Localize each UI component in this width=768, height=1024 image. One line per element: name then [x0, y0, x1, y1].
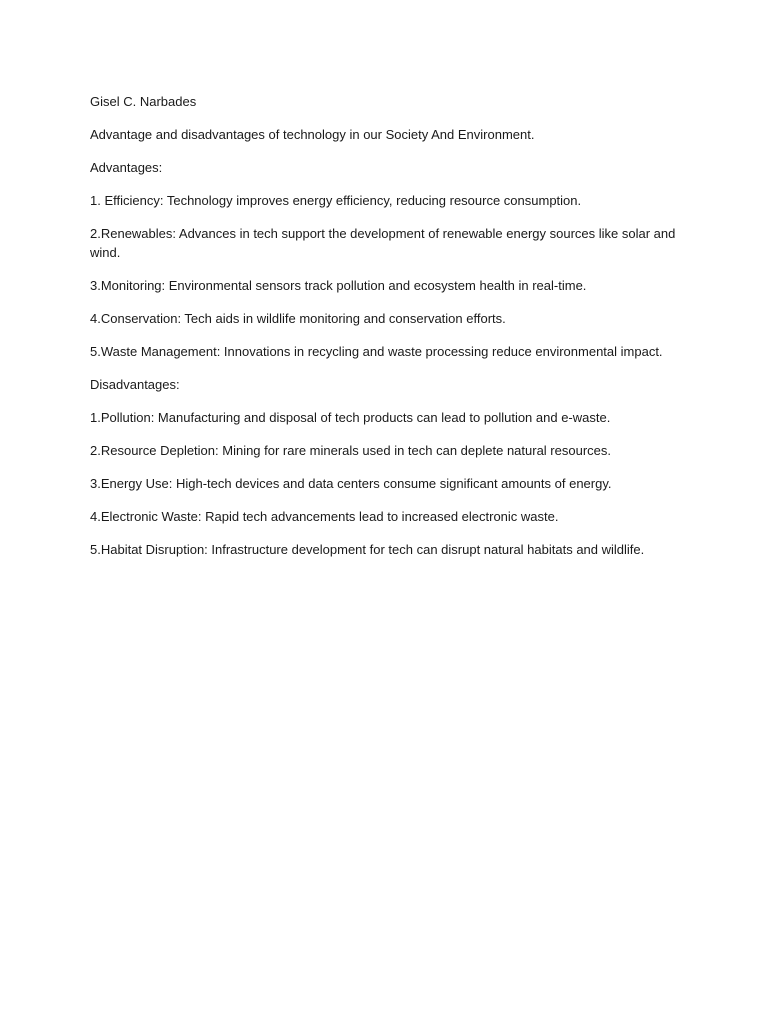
disadvantage-item: 2.Resource Depletion: Mining for rare minerals used in tech can deplete natural resources. [90, 443, 611, 458]
advantage-item: 4.Conservation: Tech aids in wildlife monitoring and conservation efforts. [90, 311, 506, 326]
disadvantage-item: 4.Electronic Waste: Rapid tech advancements lead to increased electronic waste. [90, 509, 559, 524]
disadvantage-item: 3.Energy Use: High-tech devices and data centers consume significant amounts of energy. [90, 476, 612, 491]
advantage-item: 3.Monitoring: Environmental sensors track pollution and ecosystem health in real-time. [90, 278, 587, 293]
advantage-item: 5.Waste Management: Innovations in recycling and waste processing reduce environmental impact. [90, 344, 663, 359]
author-name: Gisel C. Narbades [90, 94, 197, 109]
advantage-item: 2.Renewables: Advances in tech support the development of renewable energy sources like solar and wind. [90, 226, 676, 260]
disadvantage-item: 1.Pollution: Manufacturing and disposal of tech products can lead to pollution and e-waste. [90, 410, 611, 425]
document-page [90, 92, 680, 573]
advantage-item: 1. Efficiency: Technology improves energy efficiency, reducing resource consumption. [90, 193, 582, 208]
advantages-heading: Advantages: [90, 160, 163, 175]
document-title: Advantage and disadvantages of technology in our Society And Environment. [90, 127, 535, 142]
advantages-list [90, 191, 680, 361]
disadvantages-heading: Disadvantages: [90, 377, 180, 392]
disadvantage-item: 5.Habitat Disruption: Infrastructure development for tech can disrupt natural habitats and wildlife. [90, 542, 645, 557]
disadvantages-list [90, 408, 680, 559]
